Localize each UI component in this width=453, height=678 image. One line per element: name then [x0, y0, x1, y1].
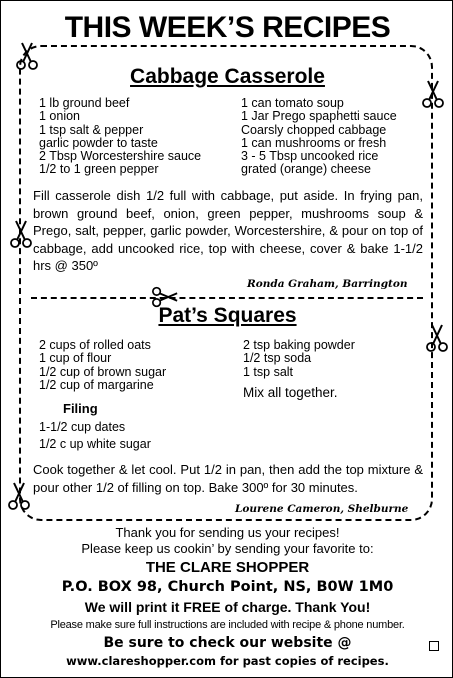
recipe-instructions: Fill casserole dish 1/2 full with cabbage, put aside. In frying pan, brown ground beef, onion, green pepper, mushrooms soup & Prego, salt, pepper, garlic powder, Worcestershire, & pour on top of cabbage, add uncooked rice, top with cheese, cover & bake 1-1/2 hrs @ 350º	[33, 188, 423, 273]
ingredient: 3 - 5 Tbsp uncooked rice	[241, 149, 379, 164]
footer-name: THE CLARE SHOPPER	[145, 559, 310, 576]
recipe-title: Pat’s Squares	[158, 304, 297, 327]
footer-free: We will print it FREE of charge. Thank You!	[84, 599, 371, 615]
ingredient-list	[39, 97, 201, 177]
filing-list	[39, 419, 151, 453]
scissors-icon	[9, 219, 33, 249]
footer-website-call: Be sure to check our website @	[103, 635, 352, 651]
ingredient: grated (orange) cheese	[241, 162, 371, 177]
website-tail: for past copies of recipes.	[219, 654, 389, 668]
mix-note: Mix all together.	[243, 385, 338, 400]
ingredient: 1 can tomato soup	[241, 96, 344, 110]
recipe-credit: Lourene Cameron, Shelburne	[235, 503, 409, 515]
ingredient: 1/2 c up white sugar	[39, 437, 151, 451]
ingredient: 2 tsp baking powder	[243, 338, 355, 352]
ingredient: 1/2 to 1 green pepper	[39, 162, 159, 177]
ingredient-list	[241, 97, 397, 177]
ingredient: Coarsly chopped cabbage	[241, 122, 387, 137]
ingredient: 1/2 cup of margarine	[39, 377, 154, 392]
ingredient: 1 tsp salt	[243, 364, 294, 379]
ingredient: 1-1/2 cup dates	[39, 420, 126, 434]
ingredient: 1 lb ground beef	[39, 96, 130, 110]
footer-website	[1, 654, 453, 668]
recipe-instructions: Cook together & let cool. Put 1/2 in pan, then add the top mixture & pour other 1/2 of filling on top. Bake 300º for 30 minutes.	[33, 462, 423, 495]
ingredient-list	[39, 339, 166, 392]
ingredient: 2 Tbsp Worcestershire sauce	[39, 149, 202, 164]
recipe-divider	[31, 297, 423, 299]
website-link[interactable]: www.clareshopper.com	[66, 654, 216, 668]
ingredient: 1/2 cup of brown sugar	[39, 364, 167, 379]
filing-label: Filing	[63, 401, 98, 416]
ingredient: 1 Jar Prego spaphetti sauce	[241, 109, 397, 124]
page-title: THIS WEEK’S RECIPES	[64, 11, 391, 44]
scissors-icon	[7, 481, 31, 511]
ingredient: 1 cup of flour	[39, 351, 112, 366]
recipe-title: Cabbage Casserole	[130, 65, 325, 88]
ingredient: 1 can mushrooms or fresh	[241, 135, 387, 150]
checkbox-icon	[429, 641, 439, 651]
ingredient: 1 tsp salt & pepper	[39, 122, 144, 137]
footer-thanks: Thank you for sending us your recipes!	[115, 525, 340, 540]
ingredient: garlic powder to taste	[39, 135, 158, 150]
footer-note: Please make sure full instructions are included with recipe & phone number.	[50, 619, 405, 631]
ingredient: 2 cups of rolled oats	[39, 338, 151, 352]
recipe-credit: Ronda Graham, Barrington	[247, 278, 408, 290]
footer-keep: Please keep us cookin’ by sending your favorite to:	[81, 541, 374, 556]
ingredient-list	[243, 339, 355, 379]
footer-address: P.O. BOX 98, Church Point, NS, B0W 1M0	[61, 579, 394, 595]
ingredient: 1/2 tsp soda	[243, 351, 312, 366]
ingredient: 1 onion	[39, 109, 81, 124]
